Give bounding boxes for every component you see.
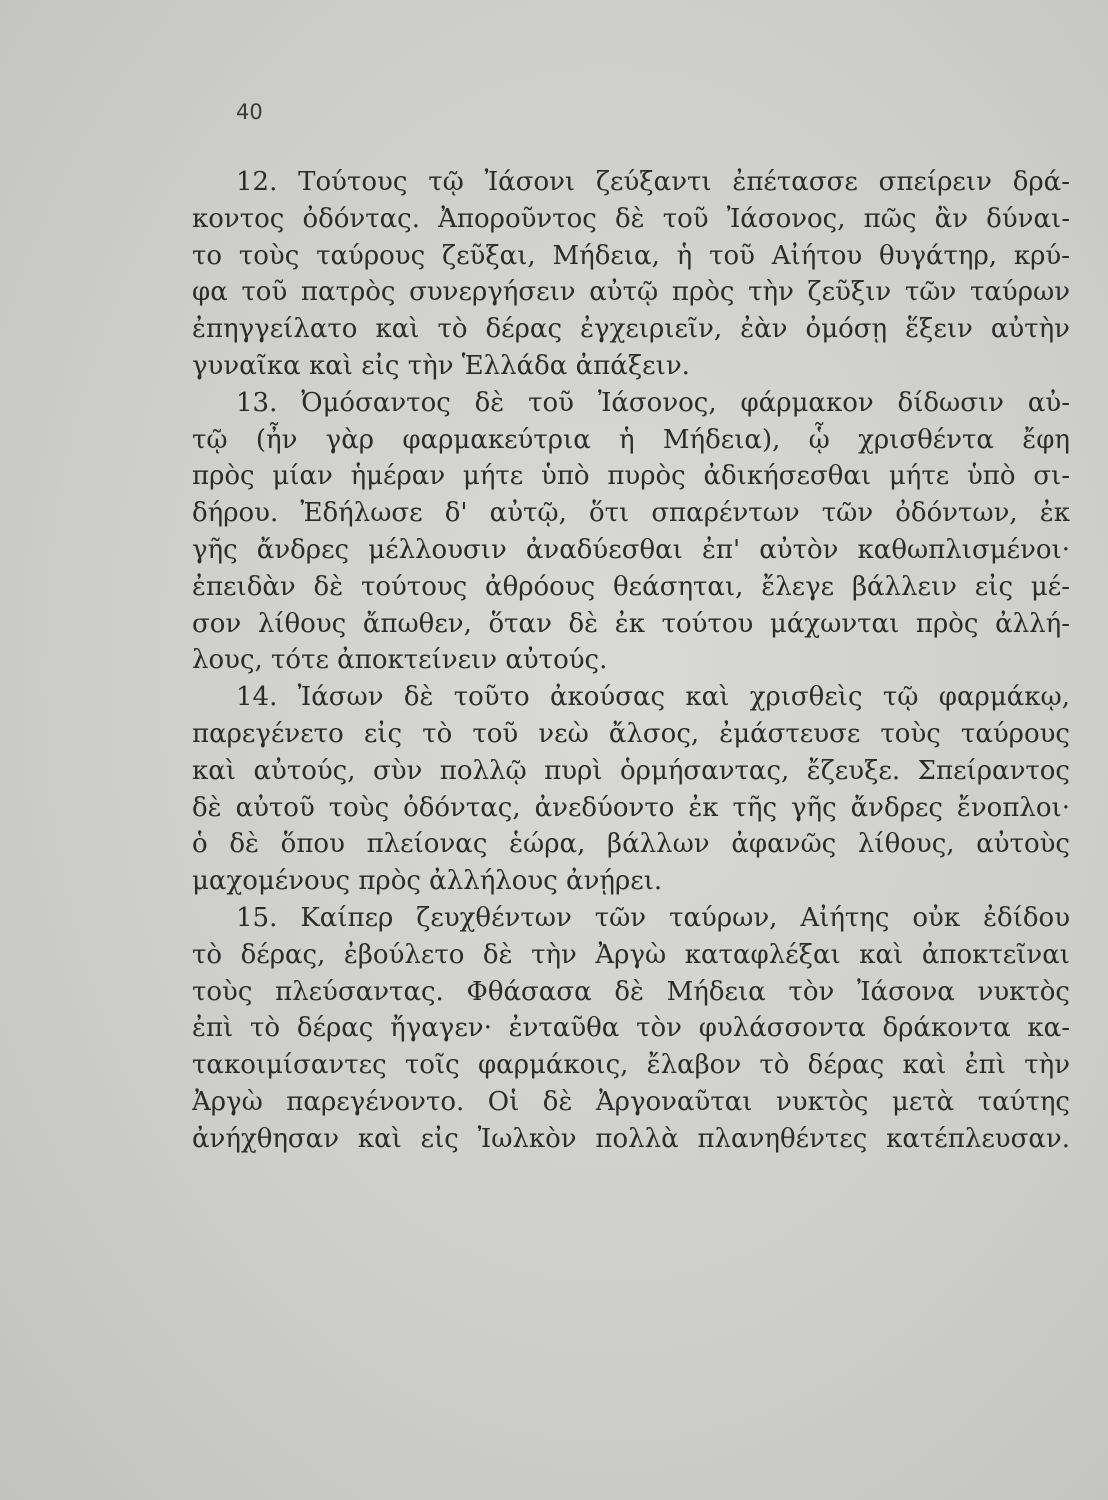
- text-line: τὸ δέρας, ἐβούλετο δὲ τὴν Ἀργὼ καταφλέξαι καὶ ἀποκτεῖναι: [192, 939, 1070, 970]
- text-line: 13. Ὀμόσαντος δὲ τοῦ Ἰάσονος, φάρμακον δίδωσιν αὐ-: [236, 387, 1070, 418]
- text-line: πρὸς μίαν ἡμέραν μήτε ὑπὸ πυρὸς ἀδικήσεσθαι μήτε ὑπὸ σι-: [192, 461, 1070, 492]
- text-line: δὲ αὐτοῦ τοὺς ὀδόντας, ἀνεδύοντο ἐκ τῆς γῆς ἄνδρες ἔνοπλοι·: [192, 792, 1070, 823]
- text-line: γυναῖκα καὶ εἰς τὴν Ἑλλάδα ἀπάξειν.: [192, 350, 690, 381]
- text-line: ἐπειδὰν δὲ τούτους ἀθρόους θεάσηται, ἔλεγε βάλλειν εἰς μέ-: [192, 571, 1070, 602]
- text-line: 12. Τούτους τῷ Ἰάσονι ζεύξαντι ἐπέτασσε σπείρειν δρά-: [236, 167, 1070, 197]
- text-line: λους, τότε ἀποκτείνειν αὐτούς.: [192, 645, 608, 676]
- text-line: τακοιμίσαντες τοῖς φαρμάκοις, ἔλαβον τὸ δέρας καὶ ἐπὶ τὴν: [192, 1050, 1070, 1081]
- text-line: παρεγένετο εἰς τὸ τοῦ νεὼ ἄλσος, ἐμάστευσε τοὺς ταύρους: [192, 718, 1070, 749]
- text-line: 14. Ἰάσων δὲ τοῦτο ἀκούσας καὶ χρισθεὶς τῷ φαρμάκῳ,: [236, 682, 1070, 713]
- text-line: σον λίθους ἄπωθεν, ὅταν δὲ ἐκ τούτου μάχωνται πρὸς ἀλλή-: [192, 608, 1070, 639]
- body-text: [192, 164, 1070, 1158]
- text-line: ἀνήχθησαν καὶ εἰς Ἰωλκὸν πολλὰ πλανηθέντες κατέπλευσαν.: [192, 1123, 1070, 1154]
- text-line: τοὺς πλεύσαντας. Φθάσασα δὲ Μήδεια τὸν Ἰάσονα νυκτὸς: [192, 976, 1070, 1007]
- text-line: το τοὺς ταύρους ζεῦξαι, Μήδεια, ἡ τοῦ Αἰήτου θυγάτηρ, κρύ-: [192, 240, 1070, 271]
- text-line: γῆς ἄνδρες μέλλουσιν ἀναδύεσθαι ἐπ' αὐτὸν καθωπλισμένοι·: [192, 534, 1070, 565]
- text-line: 15. Καίπερ ζευχθέντων τῶν ταύρων, Αἰήτης οὐκ ἐδίδου: [236, 902, 1070, 933]
- text-line: τῷ (ἦν γὰρ φαρμακεύτρια ἡ Μήδεια), ᾧ χρισθέντα ἔφη: [192, 424, 1070, 455]
- text-line: ὁ δὲ ὅπου πλείονας ἑώρα, βάλλων ἀφανῶς λίθους, αὐτοὺς: [192, 829, 1070, 860]
- text-line: καὶ αὐτούς, σὺν πολλῷ πυρὶ ὁρμήσαντας, ἔζευξε. Σπείραντος: [192, 755, 1070, 786]
- text-line: Ἀργὼ παρεγένοντο. Οἱ δὲ Ἀργοναῦται νυκτὸς μετὰ ταύτης: [192, 1086, 1070, 1117]
- text-line: δήρου. Ἐδήλωσε δ' αὐτῷ, ὅτι σπαρέντων τῶν ὀδόντων, ἐκ: [192, 498, 1070, 529]
- text-line: φα τοῦ πατρὸς συνεργήσειν αὐτῷ πρὸς τὴν ζεῦξιν τῶν ταύρων: [192, 277, 1070, 308]
- text-line: μαχομένους πρὸς ἀλλήλους ἀνῄρει.: [192, 866, 663, 897]
- text-line: ἐπηγγείλατο καὶ τὸ δέρας ἐγχειριεῖν, ἐὰν ὀμόσῃ ἕξειν αὐτὴν: [192, 314, 1070, 345]
- text-line: κοντος ὀδόντας. Ἀποροῦντος δὲ τοῦ Ἰάσονος, πῶς ἂν δύναι-: [192, 203, 1070, 234]
- text-line: ἐπὶ τὸ δέρας ἤγαγεν· ἐνταῦθα τὸν φυλάσσοντα δράκοντα κα-: [192, 1013, 1070, 1044]
- page-number: 40: [236, 100, 263, 124]
